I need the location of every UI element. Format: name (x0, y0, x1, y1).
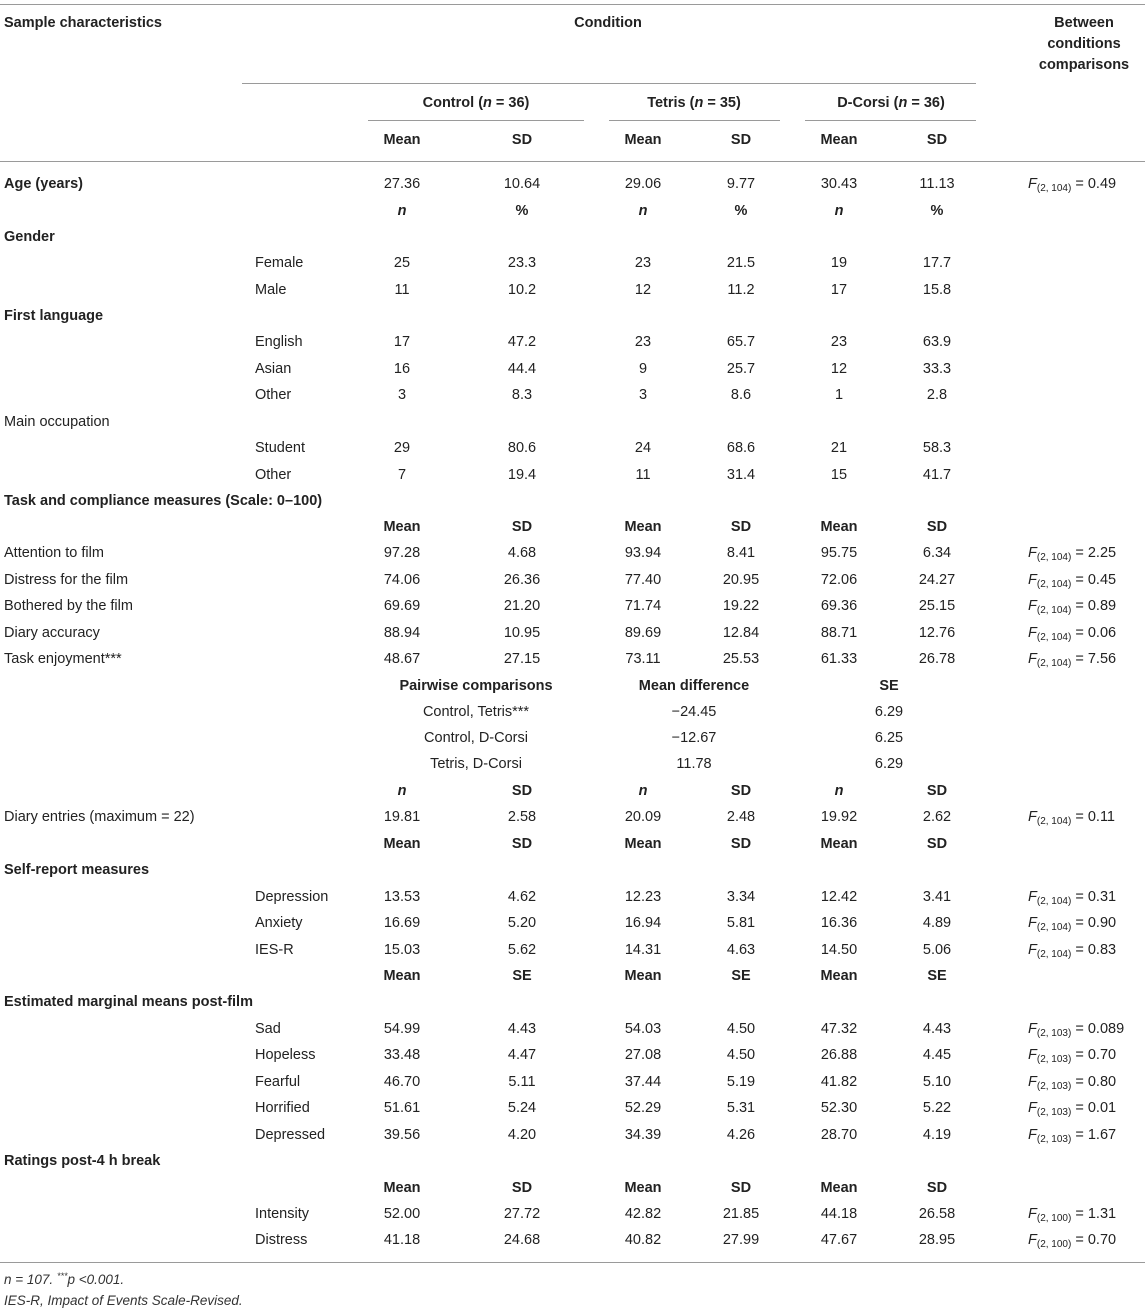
f-statistic: $F_{(2, 104)} = 0.83$ (1028, 942, 1117, 960)
value-cell: 16 (393, 361, 411, 377)
value-cell: 5.22 (922, 1100, 952, 1116)
value-cell: 4.89 (922, 915, 952, 931)
value-cell: 9.77 (726, 176, 756, 192)
subheader-cell: n (834, 783, 844, 799)
f-statistic: $F_{(2, 103)} = 1.67$ (1028, 1127, 1117, 1145)
value-cell: 23 (634, 334, 652, 350)
value-cell: 54.99 (383, 1021, 421, 1037)
subheader-cell: SD (511, 519, 533, 535)
f-statistic: $F_{(2, 104)} = 0.11$ (1028, 809, 1115, 827)
value-cell: 33.48 (383, 1047, 421, 1063)
value-cell: 12 (634, 282, 652, 298)
row-sublabel: Asian (255, 361, 292, 377)
value-cell: 14.31 (624, 942, 662, 958)
row-sublabel: Male (255, 282, 287, 298)
value-cell: 26.58 (918, 1206, 956, 1222)
subheader-cell: Mean (624, 519, 662, 535)
row-label: Task and compliance measures (Scale: 0–100) (4, 493, 323, 509)
value-cell: 28.95 (918, 1232, 956, 1248)
value-cell: 10.2 (507, 282, 537, 298)
value-cell: 24.27 (918, 572, 956, 588)
value-cell: 11 (394, 282, 410, 298)
row-sublabel: Other (255, 387, 292, 403)
subheader-cell: Mean (820, 519, 858, 535)
column-header: SD (511, 132, 533, 148)
subheader-cell: Mean (624, 1180, 662, 1196)
group-header-d-corsi: D-Corsi (n = 36) (837, 95, 945, 111)
row-label: Bothered by the film (4, 598, 133, 614)
f-statistic: $F_{(2, 103)} = 0.80$ (1028, 1074, 1117, 1092)
pairwise-pair: Control, D-Corsi (424, 730, 528, 746)
value-cell: 24 (634, 440, 652, 456)
value-cell: 8.3 (511, 387, 533, 403)
tetris-rule (609, 120, 780, 121)
value-cell: 25.53 (722, 651, 760, 667)
value-cell: 17 (830, 282, 848, 298)
value-cell: 14.50 (820, 942, 858, 958)
value-cell: 4.50 (726, 1021, 756, 1037)
value-cell: 46.70 (383, 1074, 421, 1090)
value-cell: 63.9 (922, 334, 952, 350)
value-cell: 24.68 (503, 1232, 541, 1248)
value-cell: 69.69 (383, 598, 421, 614)
value-cell: 11.2 (727, 282, 755, 298)
value-cell: 89.69 (624, 625, 662, 641)
value-cell: 19.81 (383, 809, 421, 825)
row-sublabel: Hopeless (255, 1047, 316, 1063)
f-statistic: $F_{(2, 103)} = 0.01$ (1028, 1100, 1117, 1118)
value-cell: 23.3 (507, 255, 537, 271)
f-statistic: $F_{(2, 104)} = 0.89$ (1028, 598, 1117, 616)
f-statistic: $F_{(2, 104)} = 0.45$ (1028, 572, 1117, 590)
subheader-cell: SD (511, 836, 533, 852)
header-condition: Condition (574, 15, 642, 31)
pairwise-se: 6.29 (874, 756, 904, 772)
subheader-cell: Mean (383, 836, 421, 852)
value-cell: 8.6 (730, 387, 752, 403)
value-cell: 5.81 (726, 915, 756, 931)
value-cell: 44.18 (820, 1206, 858, 1222)
row-sublabel: Other (255, 467, 292, 483)
value-cell: 12 (830, 361, 848, 377)
value-cell: 17.7 (922, 255, 952, 271)
value-cell: 5.06 (922, 942, 952, 958)
value-cell: 4.47 (507, 1047, 537, 1063)
pairwise-mean-difference: −12.67 (671, 730, 717, 746)
column-header: Mean (820, 132, 858, 148)
subheader-cell: n (397, 783, 407, 799)
pairwise-mean-difference: −24.45 (671, 704, 717, 720)
control-rule (368, 120, 584, 121)
value-cell: 88.71 (820, 625, 858, 641)
value-cell: 4.26 (726, 1127, 756, 1143)
value-cell: 12.76 (918, 625, 956, 641)
f-statistic: $F_{(2, 104)} = 0.49$ (1028, 176, 1117, 194)
group-header-control: Control (n = 36) (422, 95, 530, 111)
value-cell: 10.64 (503, 176, 541, 192)
value-cell: 47.32 (820, 1021, 858, 1037)
value-cell: 17 (393, 334, 411, 350)
table-top-rule (0, 4, 1145, 5)
row-label: Ratings post-4 h break (4, 1153, 161, 1169)
value-cell: 41.82 (820, 1074, 858, 1090)
value-cell: 74.06 (383, 572, 421, 588)
row-sublabel: Intensity (255, 1206, 309, 1222)
value-cell: 5.62 (507, 942, 537, 958)
subheader-cell: Mean (624, 968, 662, 984)
row-sublabel: Student (255, 440, 305, 456)
subheader-cell: SE (731, 968, 751, 984)
value-cell: 5.20 (507, 915, 537, 931)
value-cell: 13.53 (383, 889, 421, 905)
value-cell: 4.68 (507, 545, 537, 561)
value-cell: 31.4 (726, 467, 756, 483)
subheader-cell: SD (511, 1180, 533, 1196)
subheader-cell: n (834, 203, 844, 219)
value-cell: 20.09 (624, 809, 662, 825)
header-between-line: comparisons (1038, 57, 1130, 73)
value-cell: 72.06 (820, 572, 858, 588)
value-cell: 25 (393, 255, 411, 271)
column-header: SD (730, 132, 752, 148)
header-sample-characteristics: Sample characteristics (4, 15, 162, 31)
pairwise-se: 6.29 (874, 704, 904, 720)
value-cell: 58.3 (922, 440, 952, 456)
dcorsi-rule (805, 120, 976, 121)
value-cell: 26.88 (820, 1047, 858, 1063)
row-sublabel: Distress (255, 1232, 308, 1248)
value-cell: 65.7 (726, 334, 756, 350)
value-cell: 52.00 (383, 1206, 421, 1222)
value-cell: 27.99 (722, 1232, 760, 1248)
value-cell: 51.61 (383, 1100, 421, 1116)
value-cell: 4.19 (922, 1127, 952, 1143)
subheader-cell: SD (926, 519, 948, 535)
value-cell: 52.29 (624, 1100, 662, 1116)
value-cell: 69.36 (820, 598, 858, 614)
subheader-cell: Mean (383, 1180, 421, 1196)
subheader-cell: % (515, 203, 529, 219)
condition-rule (242, 83, 976, 84)
pairwise-pair: Control, Tetris*** (422, 704, 530, 720)
value-cell: 30.43 (820, 176, 858, 192)
row-label: Attention to film (4, 545, 104, 561)
value-cell: 61.33 (820, 651, 858, 667)
row-sublabel: Fearful (255, 1074, 301, 1090)
value-cell: 71.74 (624, 598, 662, 614)
f-statistic: $F_{(2, 104)} = 0.90$ (1028, 915, 1117, 933)
value-cell: 1 (834, 387, 844, 403)
column-header: Mean (383, 132, 421, 148)
value-cell: 11 (635, 467, 651, 483)
value-cell: 4.50 (726, 1047, 756, 1063)
value-cell: 54.03 (624, 1021, 662, 1037)
value-cell: 33.3 (922, 361, 952, 377)
value-cell: 37.44 (624, 1074, 662, 1090)
f-statistic: $F_{(2, 100)} = 1.31$ (1028, 1206, 1117, 1224)
value-cell: 44.4 (507, 361, 537, 377)
row-sublabel: Horrified (255, 1100, 310, 1116)
value-cell: 39.56 (383, 1127, 421, 1143)
value-cell: 4.43 (507, 1021, 537, 1037)
value-cell: 5.19 (726, 1074, 756, 1090)
column-header: Mean (624, 132, 662, 148)
value-cell: 5.24 (507, 1100, 537, 1116)
row-label: Diary accuracy (4, 625, 100, 641)
value-cell: 41.18 (383, 1232, 421, 1248)
value-cell: 27.08 (624, 1047, 662, 1063)
value-cell: 2.58 (507, 809, 537, 825)
column-header: SD (926, 132, 948, 148)
value-cell: 52.30 (820, 1100, 858, 1116)
row-label: Diary entries (maximum = 22) (4, 809, 195, 825)
value-cell: 28.70 (820, 1127, 858, 1143)
subheader-cell: SE (512, 968, 532, 984)
value-cell: 29.06 (624, 176, 662, 192)
f-statistic: $F_{(2, 103)} = 0.089$ (1028, 1021, 1125, 1039)
value-cell: 23 (830, 334, 848, 350)
value-cell: 3 (638, 387, 648, 403)
value-cell: 47.2 (507, 334, 537, 350)
table-bottom-rule (0, 1262, 1145, 1263)
f-statistic: $F_{(2, 104)} = 0.06$ (1028, 625, 1117, 643)
row-sublabel: Anxiety (255, 915, 303, 931)
f-statistic: $F_{(2, 103)} = 0.70$ (1028, 1047, 1117, 1065)
pairwise-header: Pairwise comparisons (399, 678, 553, 694)
subheader-cell: Mean (383, 519, 421, 535)
value-cell: 8.41 (726, 545, 756, 561)
subheader-cell: SD (730, 783, 752, 799)
value-cell: 4.43 (922, 1021, 952, 1037)
row-sublabel: Depressed (255, 1127, 326, 1143)
value-cell: 15.03 (383, 942, 421, 958)
value-cell: 5.10 (922, 1074, 952, 1090)
f-statistic: $F_{(2, 104)} = 2.25$ (1028, 545, 1117, 563)
value-cell: 12.84 (722, 625, 760, 641)
footnote-abbreviation: IES-R, Impact of Events Scale-Revised. (4, 1293, 243, 1308)
subheader-cell: SD (926, 1180, 948, 1196)
subheader-cell: Mean (383, 968, 421, 984)
value-cell: 19.4 (507, 467, 537, 483)
pairwise-se: 6.25 (874, 730, 904, 746)
pairwise-pair: Tetris, D-Corsi (430, 756, 522, 772)
subheader-cell: SD (511, 783, 533, 799)
value-cell: 93.94 (624, 545, 662, 561)
value-cell: 40.82 (624, 1232, 662, 1248)
value-cell: 7 (397, 467, 407, 483)
value-cell: 9 (638, 361, 648, 377)
value-cell: 10.95 (503, 625, 541, 641)
value-cell: 68.6 (726, 440, 756, 456)
row-label: Self-report measures (4, 862, 150, 878)
value-cell: 23 (634, 255, 652, 271)
row-sublabel: IES-R (255, 942, 294, 958)
value-cell: 42.82 (624, 1206, 662, 1222)
f-statistic: $F_{(2, 104)} = 7.56$ (1028, 651, 1117, 669)
value-cell: 6.34 (922, 545, 952, 561)
value-cell: 26.36 (503, 572, 541, 588)
row-label: Distress for the film (4, 572, 129, 588)
footnote-sample-size: n = 107. ***p <0.001. (4, 1271, 125, 1287)
header-between-line: Between (1054, 15, 1114, 31)
value-cell: 21.5 (726, 255, 756, 271)
value-cell: 77.40 (624, 572, 662, 588)
value-cell: 4.45 (922, 1047, 952, 1063)
value-cell: 5.31 (726, 1100, 756, 1116)
value-cell: 29 (393, 440, 411, 456)
value-cell: 48.67 (383, 651, 421, 667)
subheader-cell: SD (926, 836, 948, 852)
value-cell: 4.62 (507, 889, 537, 905)
subheader-cell: n (397, 203, 407, 219)
row-label: Age (years) (4, 176, 83, 192)
value-cell: 34.39 (624, 1127, 662, 1143)
subheader-cell: SD (926, 783, 948, 799)
subheader-cell: % (734, 203, 748, 219)
group-header-tetris: Tetris (n = 35) (647, 95, 741, 111)
value-cell: 5.11 (508, 1074, 536, 1090)
value-cell: 12.23 (624, 889, 662, 905)
value-cell: 21 (830, 440, 848, 456)
value-cell: 19 (830, 255, 848, 271)
value-cell: 19.22 (722, 598, 760, 614)
value-cell: 88.94 (383, 625, 421, 641)
value-cell: 21.85 (722, 1206, 760, 1222)
subheader-cell: SD (730, 1180, 752, 1196)
value-cell: 25.7 (726, 361, 756, 377)
value-cell: 3.41 (922, 889, 952, 905)
row-sublabel: Female (255, 255, 304, 271)
value-cell: 80.6 (507, 440, 537, 456)
value-cell: 41.7 (922, 467, 952, 483)
value-cell: 15 (830, 467, 848, 483)
value-cell: 95.75 (820, 545, 858, 561)
value-cell: 16.94 (624, 915, 662, 931)
value-cell: 20.95 (722, 572, 760, 588)
value-cell: 15.8 (922, 282, 952, 298)
value-cell: 3.34 (726, 889, 756, 905)
value-cell: 2.8 (926, 387, 948, 403)
value-cell: 4.20 (507, 1127, 537, 1143)
value-cell: 21.20 (503, 598, 541, 614)
value-cell: 16.36 (820, 915, 858, 931)
subheader-cell: Mean (820, 1180, 858, 1196)
row-label: Task enjoyment*** (4, 651, 122, 667)
row-label: Estimated marginal means post-film (4, 994, 253, 1010)
row-sublabel: Sad (255, 1021, 281, 1037)
value-cell: 25.15 (918, 598, 956, 614)
subheader-cell: Mean (624, 836, 662, 852)
value-cell: 27.15 (503, 651, 541, 667)
header-between-line: conditions (1047, 36, 1121, 52)
row-sublabel: English (255, 334, 303, 350)
value-cell: 26.78 (918, 651, 956, 667)
subheader-cell: SD (730, 519, 752, 535)
row-label: First language (4, 308, 104, 324)
value-cell: 73.11 (625, 651, 661, 667)
value-cell: 3 (397, 387, 407, 403)
value-cell: 11.13 (919, 176, 955, 192)
value-cell: 27.36 (383, 176, 421, 192)
subheader-cell: SE (927, 968, 947, 984)
pairwise-mean-difference: 11.78 (676, 756, 712, 772)
value-cell: 27.72 (503, 1206, 541, 1222)
pairwise-header: SE (879, 678, 899, 694)
value-cell: 2.62 (922, 809, 952, 825)
subheader-cell: n (638, 203, 648, 219)
value-cell: 47.67 (820, 1232, 858, 1248)
header-bottom-rule (0, 161, 1145, 162)
value-cell: 16.69 (383, 915, 421, 931)
value-cell: 19.92 (820, 809, 858, 825)
subheader-cell: SD (730, 836, 752, 852)
row-label: Main occupation (4, 414, 110, 430)
subheader-cell: n (638, 783, 648, 799)
value-cell: 2.48 (726, 809, 756, 825)
subheader-cell: % (930, 203, 944, 219)
value-cell: 97.28 (383, 545, 421, 561)
value-cell: 4.63 (726, 942, 756, 958)
subheader-cell: Mean (820, 968, 858, 984)
f-statistic: $F_{(2, 104)} = 0.31$ (1028, 889, 1117, 907)
subheader-cell: Mean (820, 836, 858, 852)
f-statistic: $F_{(2, 100)} = 0.70$ (1028, 1232, 1117, 1250)
row-sublabel: Depression (255, 889, 329, 905)
value-cell: 12.42 (820, 889, 858, 905)
row-label: Gender (4, 229, 55, 245)
pairwise-header: Mean difference (638, 678, 750, 694)
